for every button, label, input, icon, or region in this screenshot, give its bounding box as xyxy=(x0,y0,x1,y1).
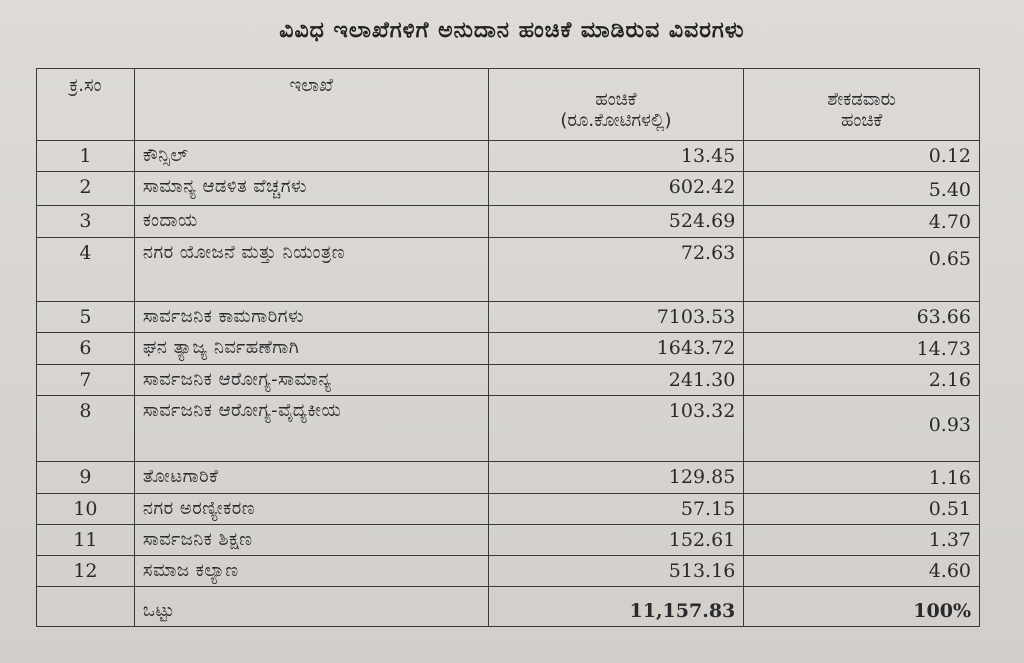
row-sl: 3 xyxy=(37,206,135,238)
row-dept: ಕೌನ್ಸಿಲ್ xyxy=(134,141,488,172)
total-alloc: 11,157.83 xyxy=(488,587,744,627)
row-sl: 2 xyxy=(37,172,135,206)
header-pct xyxy=(744,69,980,141)
header-alloc-line1: ಹಂಚಿಕೆ xyxy=(595,89,637,110)
row-alloc: 7103.53 xyxy=(488,302,744,333)
table-row xyxy=(37,556,980,587)
row-sl: 7 xyxy=(37,365,135,396)
table-row xyxy=(37,141,980,172)
row-sl: 5 xyxy=(37,302,135,333)
row-dept: ಘನ ತ್ಯಾಜ್ಯ ನಿರ್ವಹಣೆಗಾಗಿ xyxy=(134,333,488,365)
row-alloc: 241.30 xyxy=(488,365,744,396)
row-dept: ಕಂದಾಯ xyxy=(134,206,488,238)
row-dept: ಸಾರ್ವಜನಿಕ ಕಾಮಗಾರಿಗಳು xyxy=(134,302,488,333)
header-alloc xyxy=(488,69,744,141)
row-alloc: 103.32 xyxy=(488,396,744,462)
table-row xyxy=(37,302,980,333)
row-alloc: 57.15 xyxy=(488,494,744,525)
row-sl: 11 xyxy=(37,525,135,556)
table-row xyxy=(37,494,980,525)
row-sl: 9 xyxy=(37,462,135,494)
row-sl: 6 xyxy=(37,333,135,365)
table-header-row xyxy=(37,69,980,141)
row-pct: 1.16 xyxy=(744,462,980,494)
row-dept: ತೋಟಗಾರಿಕೆ xyxy=(134,462,488,494)
row-alloc: 13.45 xyxy=(488,141,744,172)
row-dept: ನಗರ ಯೋಜನೆ ಮತ್ತು ನಿಯಂತ್ರಣ xyxy=(134,238,488,302)
row-pct: 5.40 xyxy=(744,172,980,206)
row-dept: ನಗರ ಅರಣ್ಯೀಕರಣ xyxy=(134,494,488,525)
row-sl: 4 xyxy=(37,238,135,302)
total-row xyxy=(37,587,980,627)
row-pct: 4.60 xyxy=(744,556,980,587)
row-dept: ಸಾರ್ವಜನಿಕ ಶಿಕ್ಷಣ xyxy=(134,525,488,556)
row-dept: ಸಮಾಜ ಕಲ್ಯಾಣ xyxy=(134,556,488,587)
row-sl: 10 xyxy=(37,494,135,525)
row-pct: 2.16 xyxy=(744,365,980,396)
row-dept: ಸಾರ್ವಜನಿಕ ಆರೋಗ್ಯ-ವೈದ್ಯಕೀಯ xyxy=(134,396,488,462)
allocation-table xyxy=(36,68,980,627)
row-sl: 12 xyxy=(37,556,135,587)
header-sl: ಕ್ರ.ಸಂ xyxy=(37,69,135,141)
row-alloc: 524.69 xyxy=(488,206,744,238)
table-row xyxy=(37,396,980,462)
row-sl: 1 xyxy=(37,141,135,172)
row-pct: 0.12 xyxy=(744,141,980,172)
row-alloc: 602.42 xyxy=(488,172,744,206)
header-pct-line2: ಹಂಚಿಕೆ xyxy=(840,110,883,131)
row-pct: 1.37 xyxy=(744,525,980,556)
row-alloc: 513.16 xyxy=(488,556,744,587)
page-title: ವಿವಿಧ ಇಲಾಖೆಗಳಿಗೆ ಅನುದಾನ ಹಂಚಿಕೆ ಮಾಡಿರುವ ವಿವರಗಳು xyxy=(279,18,745,43)
row-pct: 4.70 xyxy=(744,206,980,238)
table-row xyxy=(37,365,980,396)
row-pct: 0.65 xyxy=(744,238,980,302)
row-pct: 0.93 xyxy=(744,396,980,462)
total-sl-empty xyxy=(37,587,135,627)
header-dept: ಇಲಾಖೆ xyxy=(134,69,488,141)
table-row xyxy=(37,525,980,556)
row-pct: 0.51 xyxy=(744,494,980,525)
row-pct: 14.73 xyxy=(744,333,980,365)
table-row xyxy=(37,206,980,238)
row-alloc: 152.61 xyxy=(488,525,744,556)
table-row xyxy=(37,238,980,302)
row-alloc: 1643.72 xyxy=(488,333,744,365)
row-sl: 8 xyxy=(37,396,135,462)
row-dept: ಸಾಮಾನ್ಯ ಆಡಳಿತ ವೆಚ್ಚಗಳು xyxy=(134,172,488,206)
total-pct: 100% xyxy=(744,587,980,627)
header-pct-line1: ಶೇಕಡವಾರು xyxy=(827,89,896,110)
table-row xyxy=(37,462,980,494)
row-alloc: 72.63 xyxy=(488,238,744,302)
header-alloc-line2: (ರೂ.ಕೋಟಿಗಳಲ್ಲಿ) xyxy=(560,110,672,131)
table-row xyxy=(37,172,980,206)
row-pct: 63.66 xyxy=(744,302,980,333)
total-label: ಒಟ್ಟು xyxy=(134,587,488,627)
row-dept: ಸಾರ್ವಜನಿಕ ಆರೋಗ್ಯ-ಸಾಮಾನ್ಯ xyxy=(134,365,488,396)
table-row xyxy=(37,333,980,365)
row-alloc: 129.85 xyxy=(488,462,744,494)
